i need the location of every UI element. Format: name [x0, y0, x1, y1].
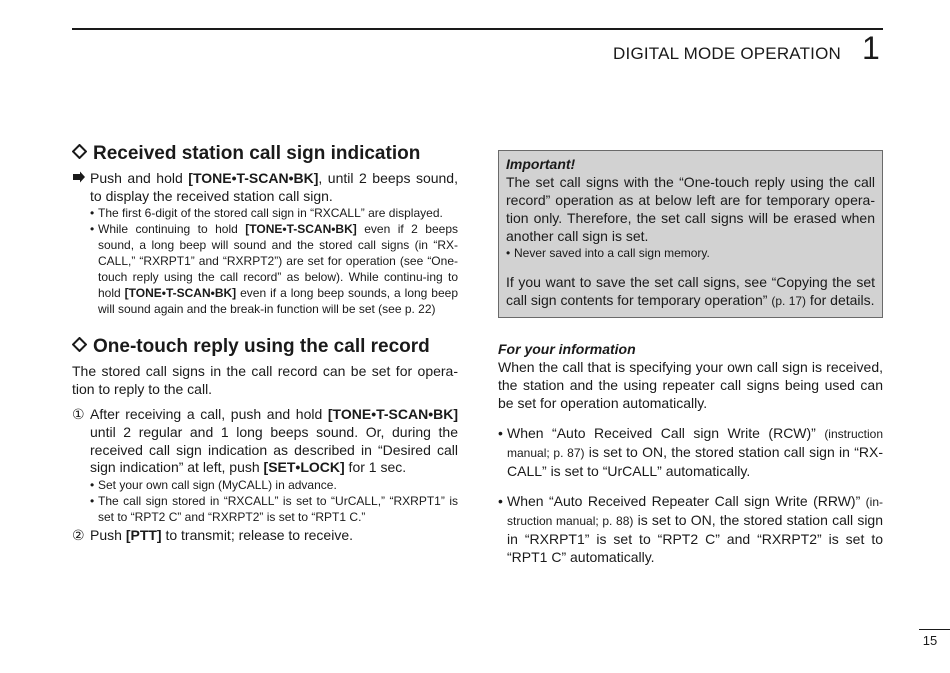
section-title: DIGITAL MODE OPERATION [613, 44, 841, 63]
instruction-text: Push and hold [TONE•T-SCAN•BK], until 2 beeps sound, to display the received station call sign. [90, 170, 458, 204]
diamond-icon [72, 335, 89, 359]
section-heading-one-touch: One-touch reply using the call record [72, 335, 458, 359]
left-column [72, 142, 458, 544]
important-box [498, 150, 883, 318]
note-item: • The call sign stored in “RXCALL” is set to “UrCALL,” “RXRPT1” is set to “RPT2 C” and “RXRPT2” is set to “RPT1 C.” [90, 493, 458, 524]
page-number: 15 [922, 633, 938, 648]
note-item: • While continuing to hold [TONE•T-SCAN•BK] even if 2 beeps sound, a long beep will sound and the stored call signs (in “RX-CALL,” “RXRPT1” and “RXRPT2”) are set for operation (see “One-touch reply using the call record” as below). While continu-ing to hold [TONE•T-SCAN•BK] even if a long beep sounds, a long beep will sound again and the break-in function will be set (see p. 22) [90, 222, 458, 317]
info-section [498, 340, 883, 566]
info-title: For your information [498, 341, 636, 357]
footer-rule [919, 629, 950, 630]
important-text: The set call signs with the “One-touch reply using the call record” operation as at below left are for temporary opera-tion only. Therefore, the set call signs will be erased when another call sign is set. [506, 174, 875, 244]
note-item: • Never saved into a call sign memory. [506, 246, 710, 260]
info-bullet: • When “Auto Received Call sign Write (RCW)” (instruction manual; p. 87) is set to ON, the stored station call sign in “RX-CALL” is set to “UrCALL” automatically. [498, 425, 883, 479]
important-title: Important! [506, 156, 576, 172]
note-item: • Set your own call sign (MyCALL) in advance. [90, 477, 337, 492]
instruction-item [72, 170, 458, 317]
arrow-icon [72, 170, 90, 317]
step-number: ① [72, 406, 85, 423]
info-text: When the call that is specifying your own call sign is received, the station and the using repeater call signs being used can be set for operation automatically. [498, 359, 883, 411]
section-intro: The stored call signs in the call record can be set for opera-tion to reply to the call. [72, 363, 458, 397]
step-1: ① After receiving a call, push and hold [TONE•T-SCAN•BK] until 2 regular and 1 long beeps sound. Or, during the received call sign indication as described in “Desired call sign indication” at left, push [SET•LOCK] for 1 sec. • Set your own call sign (MyCALL) in advance. • The call sign stored in “RXCALL” is set to “UrCALL,” “RXRPT1” is set to “RPT2 C” and “RXRPT2” is set to “RPT1 C.” [72, 406, 458, 524]
top-rule [72, 28, 883, 30]
section-heading-received: Received station call sign indication [72, 142, 458, 166]
important-followup: If you want to save the set call signs, see “Copying the set call sign contents for temporary operation” (p. 17) for details. [506, 274, 875, 308]
diamond-icon [72, 142, 89, 166]
note-item: • The first 6-digit of the stored call sign in “RXCALL” are displayed. [90, 206, 443, 221]
step-number: ② [72, 526, 85, 543]
right-column [498, 150, 883, 566]
step-2: ② Push [PTT] to transmit; release to receive. [72, 526, 353, 543]
chapter-number: 1 [862, 30, 880, 66]
info-bullet: • When “Auto Received Repeater Call sign Write (RRW)” (in-struction manual; p. 88) is set to ON, the stored station call sign in “RXRPT1” is set to “RPT2 C” and “RXRPT2” is set to “RPT1 C” automatically. [498, 493, 884, 565]
